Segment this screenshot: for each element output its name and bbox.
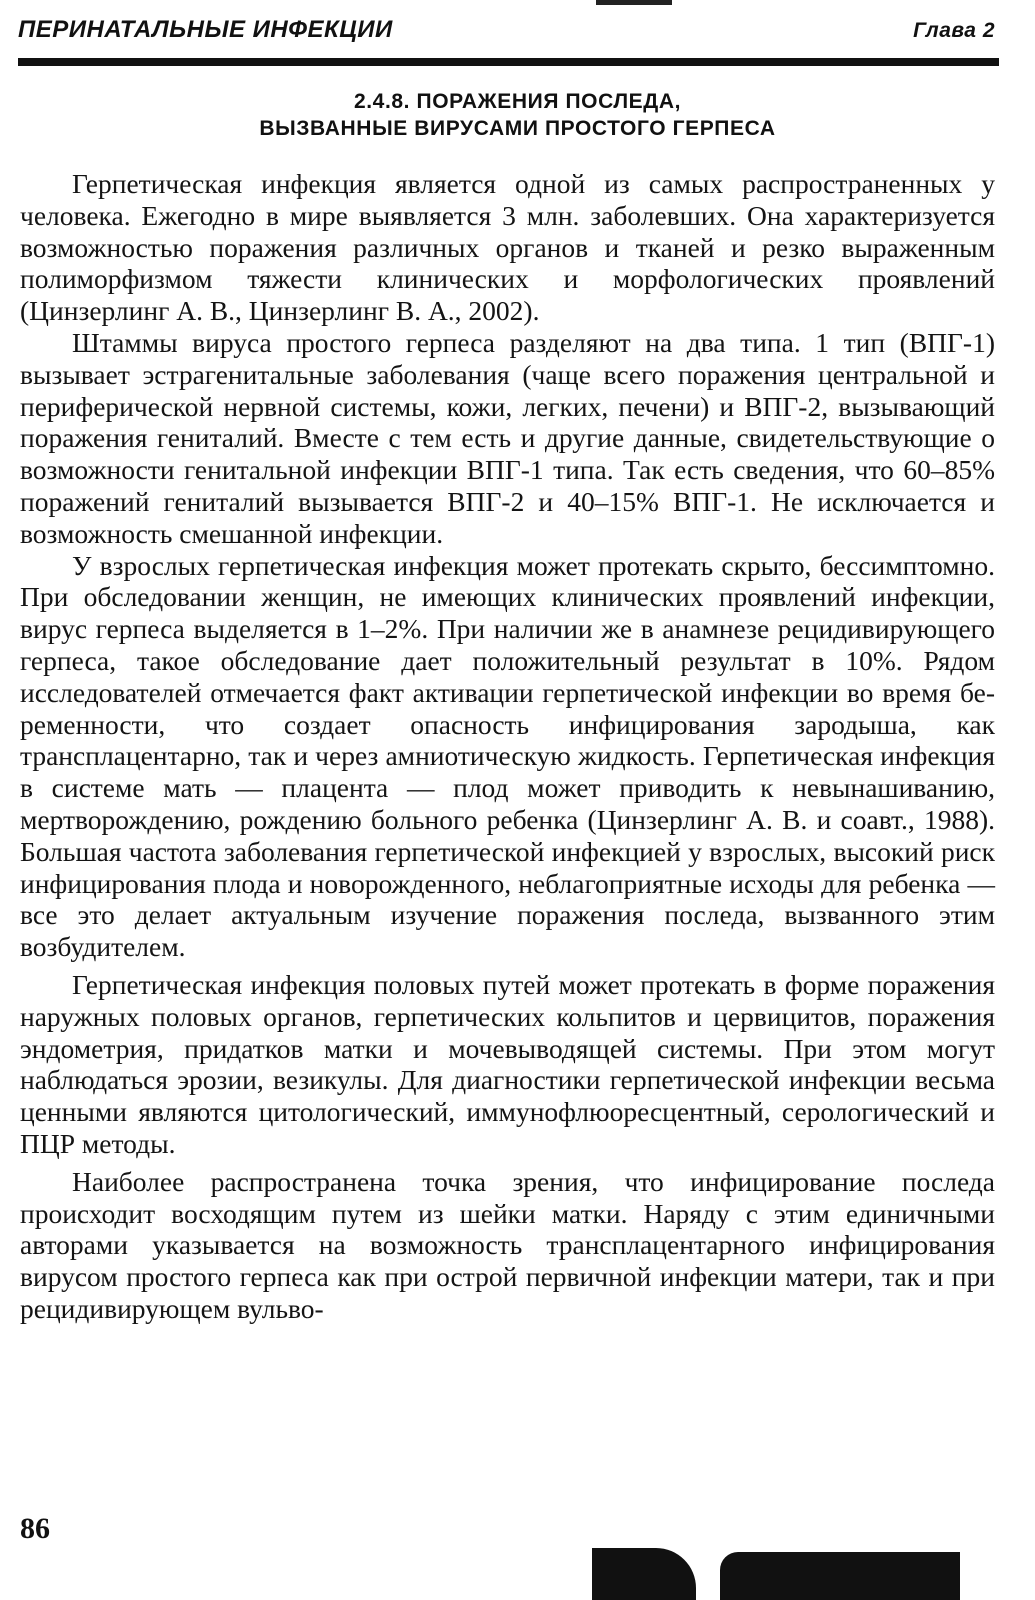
book-title: ПЕРИНАТАЛЬНЫЕ ИНФЕКЦИИ <box>18 16 393 43</box>
section-heading <box>80 88 955 142</box>
body-text <box>20 168 995 1325</box>
scan-artifact-bottom-right <box>720 1552 960 1600</box>
page-number: 86 <box>20 1512 50 1545</box>
scan-artifact-bottom-left <box>592 1548 696 1600</box>
running-header <box>18 16 995 56</box>
paragraph-1: Герпетическая инфекция является одной из самых распространенных у человека. Ежегодно в мире выявляется 3 млн. заболевших. Она характеризуется возможностью поражения различных органов и тканей и резко выраженным полиморфизмом тяжести клинических и морфологических проявлений (Цинзерлинг А. В., Цинзерлинг В. А., 2002). <box>20 168 995 327</box>
paragraph-5: Наиболее распространена точка зрения, что инфицирование последа происходит восходящим путем из шейки матки. Наряду с этим единичными авторами указывается на возможность трансплацентарного инфицирования вирусом простого герпеса как при острой первичной инфекции матери, так и при рецидивирующем вульво- <box>20 1165 995 1324</box>
section-heading-line-2: ВЫЗВАННЫЕ ВИРУСАМИ ПРОСТОГО ГЕРПЕСА <box>259 117 776 140</box>
section-heading-line-1: 2.4.8. ПОРАЖЕНИЯ ПОСЛЕДА, <box>353 90 682 113</box>
paragraph-3: У взрослых герпетическая инфекция может протекать скрыто, бессимптомно. При обследовании женщин, не имеющих клинических проявлений инфекции, вирус герпеса выделяется в 1–2%. При наличии же в анамнезе рецидивирующего герпеса, такое обследование дает положительный результат в 10%. Рядом исследователей отмечается факт активации герпетической инфекции во время беременности, что создает опасность инфицирования зародыша, как трансплацентарно, так и через амниотическую жидкость. Герпетическая инфекция в системе мать — плацента — плод может приводить к невынашиванию, мертворождению, рождению больного ребенка (Цинзерлинг А. В. и соавт., 1988). Большая частота заболевания герпетической инфекцией у взрослых, высокий риск инфицирования плода и новорожденного, неблагоприятные исходы для ребенка — все это делает актуальным изучение поражения последа, вызванного этим возбудителем. <box>20 549 995 963</box>
paragraph-2: Штаммы вируса простого герпеса разделяют на два типа. 1 тип (ВПГ-1) вызывает эстрагенитальные заболевания (чаще всего поражения центральной и периферической нервной системы, кожи, легких, печени) и ВПГ-2, вызывающий поражения гениталий. Вместе с тем есть и другие данные, свидетельствующие о возможности генитальной инфекции ВПГ-1 типа. Так есть сведения, что 60–85% поражений гениталий вызывается ВПГ-2 и 40–15% ВПГ-1. Не исключается и возможность смешанной инфекции. <box>20 326 995 549</box>
header-rule <box>18 58 999 66</box>
scan-artifact-top <box>596 0 672 5</box>
chapter-label: Глава 2 <box>913 19 995 42</box>
paragraph-4: Герпетическая инфекция половых путей может протекать в форме поражения наружных половых органов, герпетических кольпитов и цервицитов, поражения эндометрия, придатков матки и мочевыводящей системы. При этом могут наблюдаться эрозии, везикулы. Для диагностики герпетической инфекции весьма ценными являются цитологический, иммунофлюоресцентный, серологический и ПЦР методы. <box>20 968 995 1159</box>
